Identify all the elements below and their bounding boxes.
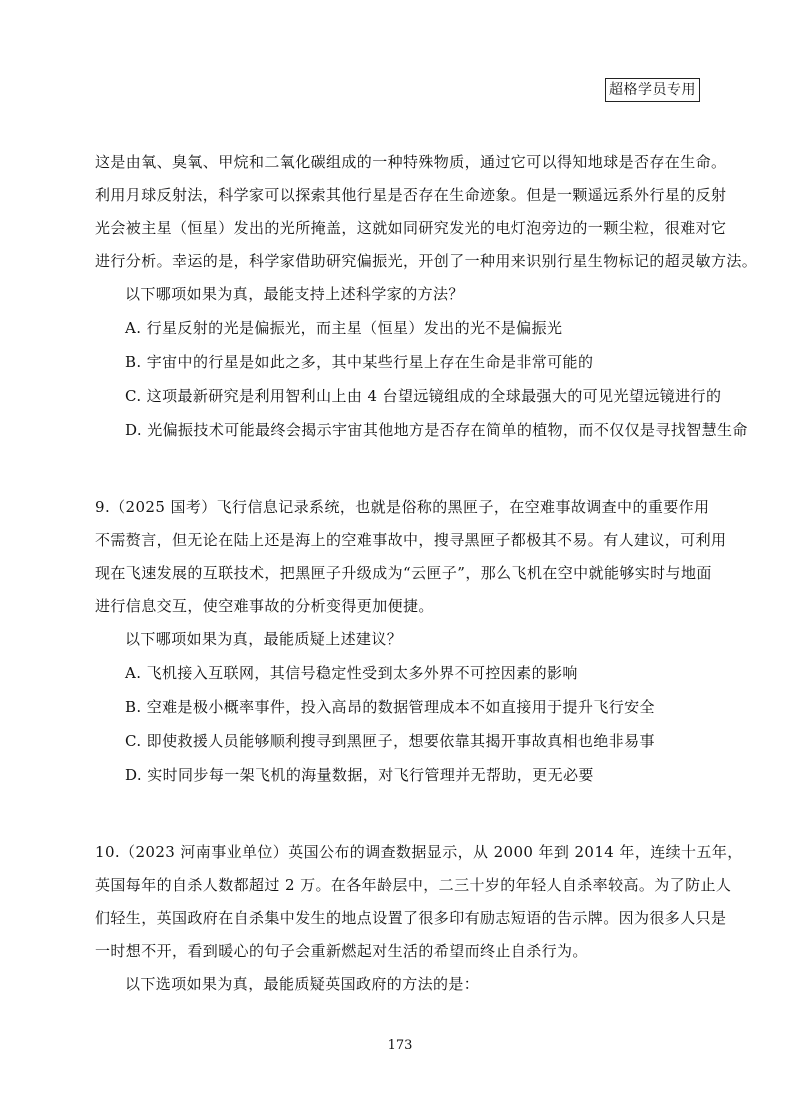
question-line: 10.（2023 河南事业单位）英国公布的调查数据显示，从 2000 年到 2014 年，连续十五年，: [95, 843, 743, 861]
question-line: 英国每年的自杀人数都超过 2 万。在各年龄层中，二三十岁的年轻人自杀率较高。为了防止人: [95, 876, 732, 894]
passage-line: 进行分析。幸运的是，科学家借助研究偏振光，开创了一种用来识别行星生物标记的超灵敏方法。: [95, 252, 758, 270]
passage-line: 光会被主星（恒星）发出的光所掩盖，这就如同研究发光的电灯泡旁边的一颗尘粒，很难对它: [95, 219, 727, 237]
option-b: B. 宇宙中的行星是如此之多，其中某些行星上存在生命是非常可能的: [125, 353, 594, 371]
option-c: C. 即使救援人员能够顺利搜寻到黑匣子，想要依靠其揭开事故真相也绝非易事: [125, 732, 655, 750]
question-10: [95, 836, 743, 1001]
option-a: A. 飞机接入互联网，其信号稳定性受到太多外界不可控因素的影响: [125, 664, 578, 682]
question-9: [95, 491, 727, 792]
passage-1: [95, 146, 758, 447]
spacer: [95, 447, 705, 491]
page-content: [95, 146, 758, 1001]
option-c: C. 这项最新研究是利用智利山上由 4 台望远镜组成的全球最强大的可见光望远镜进行的: [125, 387, 722, 405]
question-prompt: 以下哪项如果为真，最能支持上述科学家的方法？: [125, 285, 464, 303]
question-line: 一时想不开，看到暖心的句子会重新燃起对生活的希望而终止自杀行为。: [95, 942, 588, 960]
question-line: 们轻生，英国政府在自杀集中发生的地点设置了很多印有励志短语的告示牌。因为很多人只是: [95, 909, 727, 927]
question-line: 9.（2025 国考）飞行信息记录系统，也就是俗称的黑匣子，在空难事故调查中的重要作用: [95, 498, 710, 516]
question-prompt: 以下哪项如果为真，最能质疑上述建议？: [125, 630, 403, 648]
page-number: 173: [387, 1038, 413, 1053]
option-b: B. 空难是极小概率事件，投入高昂的数据管理成本不如直接用于提升飞行安全: [125, 698, 655, 716]
option-a: A. 行星反射的光是偏振光，而主星（恒星）发出的光不是偏振光: [125, 319, 563, 337]
question-line: 不需赘言，但无论在陆上还是海上的空难事故中，搜寻黑匣子都极其不易。有人建议，可利用: [95, 531, 727, 549]
passage-line: 这是由氧、臭氧、甲烷和二氧化碳组成的一种特殊物质，通过它可以得知地球是否存在生命。: [95, 153, 727, 171]
question-prompt: 以下选项如果为真，最能质疑英国政府的方法的是：: [125, 975, 480, 993]
exclusive-badge: 超格学员专用: [605, 78, 700, 102]
question-line: 进行信息交互，使空难事故的分析变得更加便捷。: [95, 597, 434, 615]
passage-line: 利用月球反射法，科学家可以探索其他行星是否存在生命迹象。但是一颗遥远系外行星的反射: [95, 186, 727, 204]
option-d: D. 光偏振技术可能最终会揭示宇宙其他地方是否存在简单的植物，而不仅仅是寻找智慧生命: [125, 421, 748, 439]
option-d: D. 实时同步每一架飞机的海量数据，对飞行管理并无帮助，更无必要: [125, 766, 594, 784]
spacer: [95, 792, 705, 836]
question-line: 现在飞速发展的互联技术，把黑匣子升级成为“云匣子”，那么飞机在空中就能够实时与地面: [95, 564, 712, 582]
